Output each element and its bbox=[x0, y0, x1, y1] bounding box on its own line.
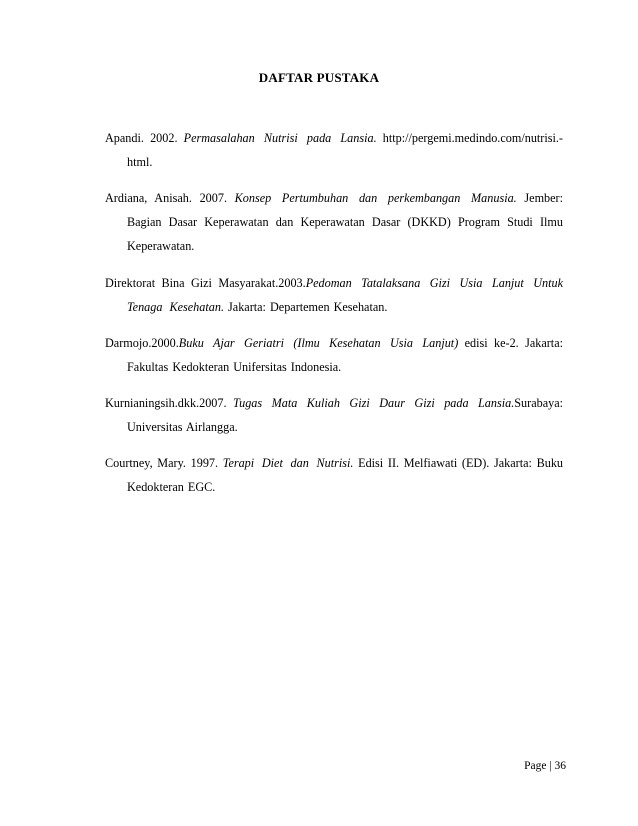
page-number: Page | 36 bbox=[524, 760, 566, 772]
reference-author-year: Courtney, Mary. 1997. bbox=[105, 456, 223, 471]
page-title: DAFTAR PUSTAKA bbox=[258, 70, 380, 85]
reference-title: Terapi Diet dan Nutrisi. bbox=[222, 456, 354, 471]
reference-title: Permasalahan Nutrisi pada Lansia. bbox=[183, 131, 377, 146]
reference-title: Konsep Pertumbuhan dan perkembangan Manusia. bbox=[234, 191, 517, 206]
reference-list bbox=[105, 114, 563, 508]
reference-title: Tugas Mata Kuliah Gizi Daur Gizi pada Lansia. bbox=[233, 395, 515, 410]
reference-entry bbox=[105, 126, 563, 174]
reference-author-year: Ardiana, Anisah. 2007. bbox=[105, 191, 235, 206]
reference-author-year: Apandi. 2002. bbox=[105, 131, 184, 146]
reference-entry bbox=[105, 331, 563, 379]
reference-publisher: http://pergemi.medindo.com/nutrisi.-html. bbox=[127, 131, 563, 170]
reference-entry bbox=[105, 186, 563, 258]
reference-title: Pedoman Tatalaksana Gizi Usia Lanjut Untuk Tenaga Kesehatan. bbox=[127, 275, 563, 314]
reference-publisher: Surabaya: Universitas Airlangga. bbox=[127, 395, 564, 434]
reference-author-year: Direktorat Bina Gizi Masyarakat.2003. bbox=[105, 275, 306, 290]
reference-publisher: Jakarta: Departemen Kesehatan. bbox=[224, 299, 388, 314]
reference-entry bbox=[105, 271, 563, 319]
reference-author-year: Kurnianingsih.dkk.2007. bbox=[105, 395, 233, 410]
reference-publisher: Edisi II. Melfiawati (ED). Jakarta: Buku Kedokteran EGC. bbox=[127, 456, 564, 495]
reference-title: Buku Ajar Geriatri (Ilmu Kesehatan Usia Lanjut) bbox=[178, 335, 459, 350]
reference-publisher: edisi ke-2. Jakarta: Fakultas Kedokteran Unifersitas Indonesia. bbox=[127, 335, 563, 374]
reference-entry bbox=[105, 391, 563, 439]
reference-publisher: Jember: Bagian Dasar Keperawatan dan Keperawatan Dasar (DKKD) Program Studi Ilmu Keperawatan. bbox=[127, 191, 563, 254]
reference-author-year: Darmojo.2000. bbox=[105, 335, 179, 350]
reference-entry bbox=[105, 451, 563, 499]
